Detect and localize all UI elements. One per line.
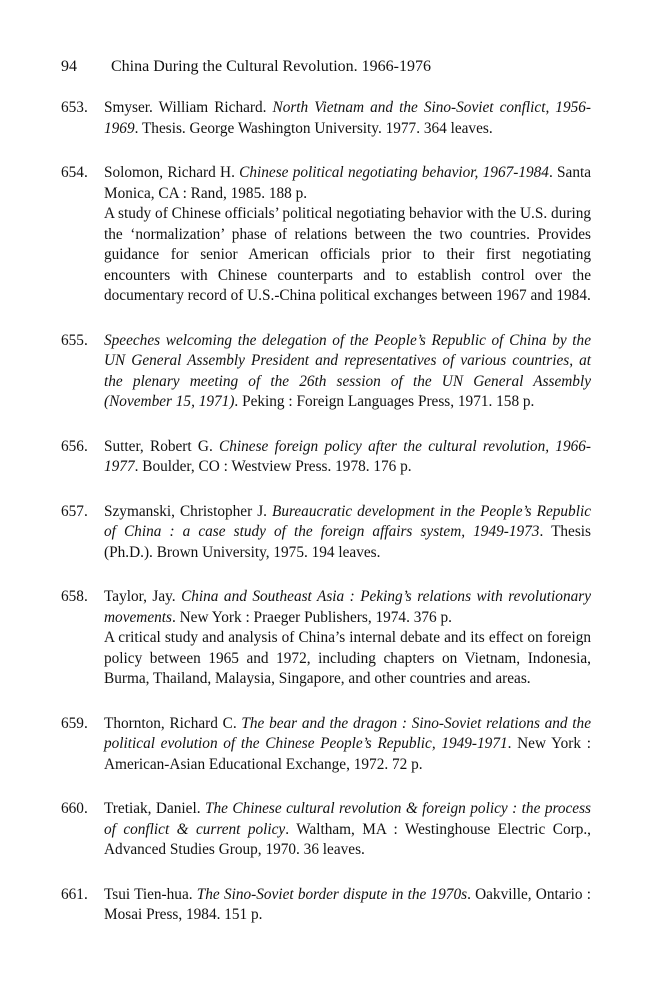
entry-publication: . New York : American-Asian Educational Exchange, 1972. 72 p.	[104, 735, 591, 773]
bibliography-entry-655	[61, 331, 591, 413]
entry-title: Chinese foreign policy after the cultural revolution, 1966-1977	[104, 437, 591, 475]
entry-number: 660.	[61, 800, 88, 817]
entry-author: Thornton, Richard C.	[104, 714, 242, 732]
entry-citation	[104, 437, 591, 478]
entry-author: Smyser. William Richard.	[104, 99, 273, 116]
bibliography-entry-653	[61, 98, 591, 139]
entry-publication: . Santa Monica, CA : Rand, 1985. 188 p.	[104, 164, 592, 202]
entry-publication: . Peking : Foreign Languages Press, 1971. 158 p.	[234, 393, 535, 410]
entry-citation	[104, 331, 591, 413]
entry-title: China and Southeast Asia : Peking’s relations with revolutionary movements	[104, 588, 591, 626]
running-title: China During the Cultural Revolution. 1966-1976	[111, 58, 431, 75]
entry-title: The Sino-Soviet border dispute in the 1970s	[196, 885, 468, 903]
entry-title: North Vietnam and the Sino-Soviet conflict, 1956-1969	[104, 99, 591, 137]
page-number: 94	[61, 58, 77, 75]
entry-title: The bear and the dragon : Sino-Soviet relations and the political evolution of the Chinese People’s Republic, 1949-1971	[104, 714, 591, 752]
entry-citation	[104, 714, 591, 776]
running-head	[61, 57, 431, 77]
bibliography-list	[61, 98, 591, 950]
entry-number: 658.	[61, 588, 88, 605]
bibliography-entry-654	[61, 163, 591, 307]
entry-number: 654.	[61, 164, 88, 181]
bibliography-entry-656	[61, 437, 591, 478]
bibliography-entry-661	[61, 885, 591, 926]
entry-publication: . Waltham, MA : Westinghouse Electric Corp., Advanced Studies Group, 1970. 36 leaves.	[104, 820, 591, 858]
bibliography-entry-660	[61, 799, 591, 861]
entry-citation	[104, 799, 591, 861]
entry-number: 656.	[61, 437, 88, 455]
entry-citation	[104, 98, 591, 139]
entry-number: 653.	[61, 99, 88, 116]
entry-title: Chinese political negotiating behavior, 1967-1984	[239, 164, 549, 181]
bibliography-entry-658	[61, 587, 591, 690]
entry-annotation: A critical study and analysis of China’s internal debate and its effect on foreign policy between 1965 and 1972, including chapters on Vietnam, Indonesia, Burma, Thailand, Malaysia, Singapore, and other countries and areas.	[104, 629, 591, 687]
entry-number: 659.	[61, 714, 88, 732]
entry-citation	[104, 587, 591, 628]
entry-publication: . Boulder, CO : Westview Press. 1978. 176 p.	[134, 458, 412, 475]
entry-title: Speeches welcoming the delegation of the People’s Republic of China by the UN General Assembly President and representatives of various countries, at the plenary meeting of the 26th session of the UN General Assembly (November 15, 1971)	[104, 331, 591, 410]
entry-author: Tretiak, Daniel.	[104, 800, 205, 817]
entry-author: Szymanski, Christopher J.	[104, 502, 272, 520]
entry-citation	[104, 502, 591, 564]
entry-publication: . New York : Praeger Publishers, 1974. 376 p.	[171, 608, 452, 626]
entry-citation	[104, 163, 591, 204]
bibliography-entry-657	[61, 502, 591, 564]
entry-number: 661.	[61, 885, 88, 903]
entry-title: Bureaucratic development in the People’s Republic of China : a case study of the foreign affairs system, 1949-1973	[104, 502, 591, 540]
entry-author: Sutter, Robert G.	[104, 437, 220, 455]
entry-publication: . Thesis. George Washington University. 1977. 364 leaves.	[134, 119, 493, 137]
bibliography-entry-659	[61, 714, 591, 776]
entry-number: 655.	[61, 331, 88, 349]
entry-publication: . Thesis (Ph.D.). Brown University, 1975. 194 leaves.	[104, 523, 592, 561]
entry-annotation: A study of Chinese officials’ political negotiating behavior with the U.S. during the ‘normalization’ phase of relations between the two countries. Provides guidance for senior American officials prior to their first negotiating encounters with Chinese counterparts and to establish control over the documentary record of U.S.-China political exchanges between 1967 and 1984.	[104, 205, 591, 304]
entry-number: 657.	[61, 502, 88, 520]
entry-publication: . Oakville, Ontario : Mosai Press, 1984. 151 p.	[104, 885, 591, 923]
entry-author: Tsui Tien-hua.	[104, 885, 197, 903]
entry-citation	[104, 885, 591, 926]
entry-author: Taylor, Jay.	[104, 588, 182, 605]
entry-title: The Chinese cultural revolution & foreign policy : the process of conflict & current policy	[104, 800, 591, 838]
entry-author: Solomon, Richard H.	[104, 164, 240, 181]
